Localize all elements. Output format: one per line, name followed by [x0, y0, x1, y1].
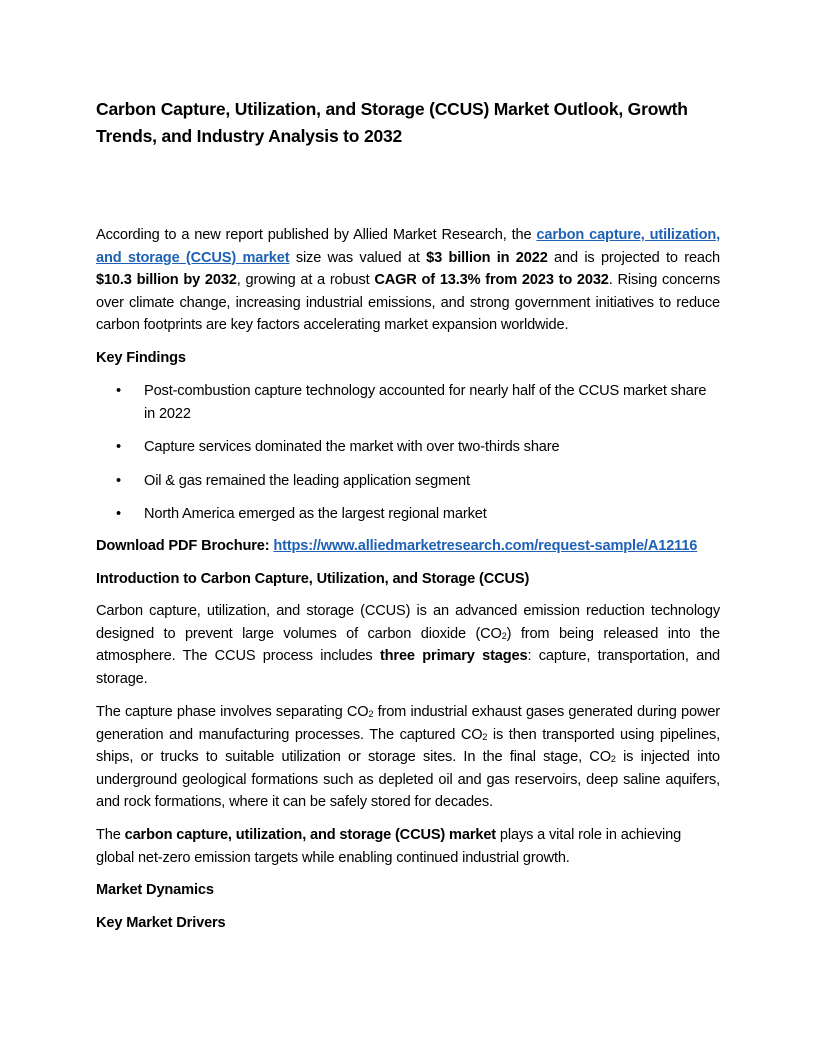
intro-paragraph [96, 224, 720, 337]
introduction-paragraph-2 [96, 701, 720, 814]
finding-item [96, 380, 720, 425]
finding-text: Oil & gas remained the leading application segment [144, 472, 470, 489]
para3-prefix: The [96, 827, 125, 843]
intro-bold-valuation: $3 billion in 2022 [426, 249, 548, 266]
ccus-market-link[interactable]: carbon capture, utilization, and storage (CCUS) market [96, 227, 720, 266]
co2-subscript: 2 [610, 754, 616, 764]
intro-text-4: . Rising concerns over climate change, increasing industrial emissions, and strong government initiatives to reduce carbon footprints are key factors accelerating market expansion worldwide. [96, 272, 721, 333]
bullet-icon: • [116, 439, 121, 455]
download-brochure-link[interactable]: https://www.alliedmarketresearch.com/request-sample/A12116 [273, 538, 698, 554]
finding-text: North America emerged as the largest regional market [144, 506, 487, 522]
intro-text-prefix: According to a new report published by Allied Market Research, the [96, 227, 537, 243]
finding-item [96, 436, 720, 459]
introduction-paragraph-1 [96, 600, 720, 690]
para2-text-4: is injected into underground geological formations such as depleted oil and gas reservoirs, deep saline aquifers, and rock formations, where it can be safely stored for decades. [96, 749, 720, 810]
para2-text-1: The capture phase involves separating CO [96, 704, 369, 720]
introduction-paragraph-3 [96, 824, 720, 869]
para3-bold-market: carbon capture, utilization, and storage (CCUS) market [124, 827, 497, 843]
para1-text-3: : capture, transportation, and storage. [96, 648, 721, 687]
intro-text-3: , growing at a robust [236, 272, 375, 288]
intro-text-2: and is projected to reach [547, 249, 721, 266]
key-findings-list [96, 380, 720, 526]
bullet-icon: • [116, 472, 121, 489]
co2-subscript: 2 [368, 709, 374, 719]
introduction-heading: Introduction to Carbon Capture, Utilization, and Storage (CCUS) [96, 571, 530, 587]
finding-text: Capture services dominated the market with over two-thirds share [144, 439, 560, 455]
document-title: Carbon Capture, Utilization, and Storage (CCUS) Market Outlook, Growth Trends, and Industry Analysis to 2032 [96, 99, 688, 146]
key-market-drivers-heading: Key Market Drivers [96, 915, 226, 931]
key-findings-heading: Key Findings [96, 350, 186, 366]
bullet-icon: • [116, 506, 121, 522]
para2-text-2: from industrial exhaust gases generated during power generation and manufacturing processes. The captured CO [96, 704, 720, 743]
download-brochure-line [96, 535, 720, 558]
co2-subscript: 2 [501, 630, 507, 641]
download-label: Download PDF Brochure: [96, 538, 274, 554]
para1-text-1: Carbon capture, utilization, and storage (CCUS) is an advanced emission reduction technology designed to prevent large volumes of carbon dioxide (CO [96, 603, 720, 642]
bullet-icon: • [116, 383, 121, 399]
intro-bold-projection: $10.3 billion by 2032 [96, 272, 237, 288]
intro-bold-cagr: CAGR of 13.3% from 2023 to 2032 [374, 272, 609, 288]
market-dynamics-heading: Market Dynamics [96, 882, 214, 898]
para2-text-3: is then transported using pipelines, ships, or trucks to suitable utilization or storage sites. In the final stage, CO [96, 726, 720, 765]
intro-text-1: size was valued at [289, 249, 427, 266]
finding-item [96, 470, 720, 493]
finding-item [96, 503, 720, 526]
para1-bold-stages: three primary stages [379, 648, 528, 664]
para1-text-2: ) from being released into the atmosphere. The CCUS process includes [96, 625, 720, 664]
para3-suffix: plays a vital role in achieving global net-zero emission targets while enabling continued industrial growth. [96, 827, 682, 866]
co2-subscript: 2 [482, 731, 488, 742]
finding-text: Post-combustion capture technology accounted for nearly half of the CCUS market share in 2022 [144, 383, 707, 422]
